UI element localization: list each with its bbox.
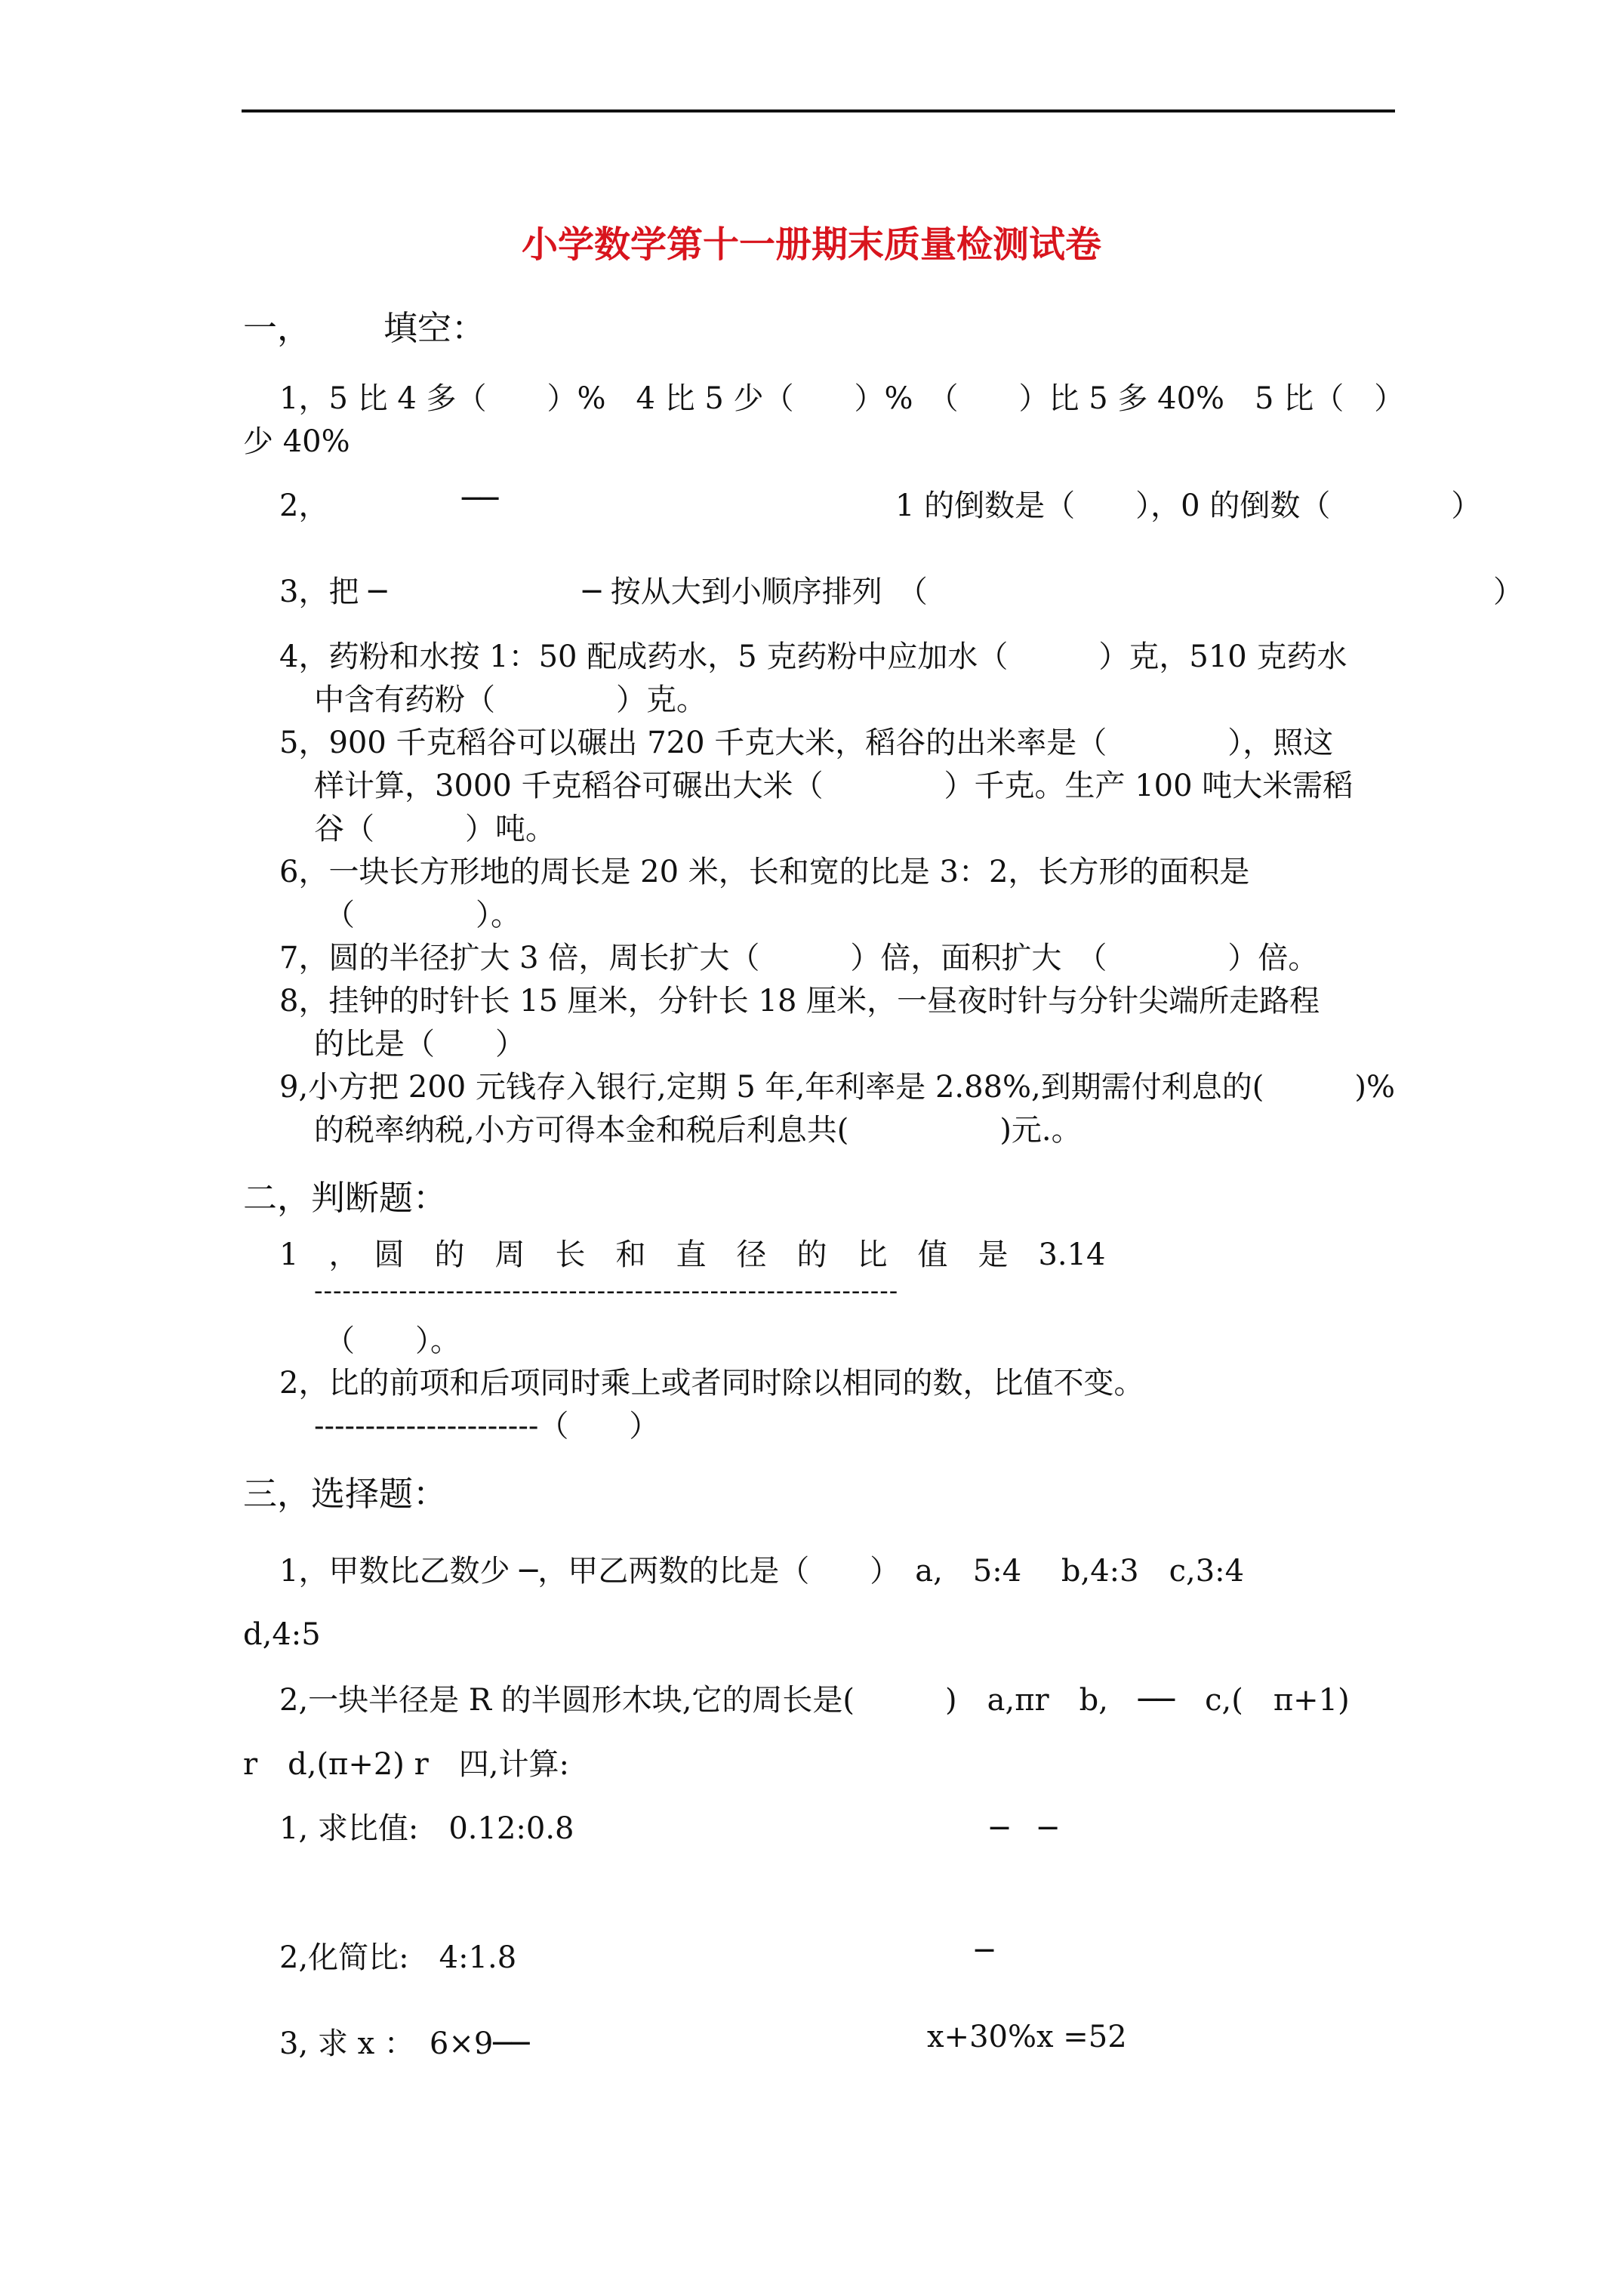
fill-q8-line2: 的比是（ ） [314, 1027, 525, 1062]
choice-q1-line2: d,4:5 [243, 1617, 321, 1652]
fill-q4-line2: 中含有药粉（ ）克。 [314, 683, 707, 717]
fill-q6-line2: （ ）。 [325, 898, 521, 932]
page-title: 小学数学第十一册期末质量检测试卷 [521, 223, 1101, 266]
fill-q6-line1: 6，一块长方形地的周长是 20 米，长和宽的比是 3：2，长方形的面积是 [279, 855, 1250, 889]
fill-q3-close: ） [1493, 575, 1523, 609]
calc-q2-fraction: ─ [975, 1934, 994, 1968]
fill-q8-line1: 8，挂钟的时针长 15 厘米，分针长 18 厘米，一昼夜时针与分针尖端所走路程 [279, 984, 1320, 1019]
fill-q1-line2: 少 40% [243, 424, 350, 459]
choice-q2-line2: r d,(π+2) r 四,计算: [243, 1747, 569, 1782]
judge-q1-dashes: -------------------------------------------------------------- [314, 1276, 899, 1306]
fill-q3-prefix: 3，把 ─ [279, 575, 387, 609]
fill-q7: 7，圆的半径扩大 3 倍，周长扩大（ ）倍，面积扩大 （ ）倍。 [279, 941, 1319, 975]
fill-q4-line1: 4，药粉和水按 1：50 配成药水，5 克药粉中应加水（ ）克，510 克药水 [279, 639, 1347, 674]
fill-q5-line1: 5，900 千克稻谷可以碾出 720 千克大米，稻谷的出米率是（ ），照这 [279, 726, 1334, 760]
section-1-heading: 填空： [383, 308, 486, 348]
calc-q1-fractions: ─ ─ [990, 1811, 1058, 1846]
fill-q5-line2: 样计算，3000 千克稻谷可碾出大米（ ）千克。生产 100 吨大米需稻 [314, 769, 1354, 803]
fill-q1-line1: 1，5 比 4 多（ ）% 4 比 5 少（ ）% （ ）比 5 多 40% 5 比（ ） [279, 381, 1405, 416]
fill-q2-number: 2， [279, 488, 329, 523]
choice-q2-line1: 2,一块半径是 R 的半圆形木块,它的周长是( ) a,πr b, ── c,( π+1) [279, 1683, 1350, 1718]
choice-q1-line1: 1，甲数比乙数少 ─，甲乙两数的比是（ ） a, 5:4 b,4:3 c,3:4 [279, 1554, 1245, 1589]
calc-q2: 2,化简比: 4:1.8 [279, 1940, 517, 1975]
fill-q2-text: 1 的倒数是（ ），0 的倒数（ ） [895, 488, 1482, 523]
calc-q3: 3, 求 x ： 6×9── [279, 2026, 530, 2061]
fill-q3-text: ─ 按从大到小顺序排列 （ [583, 575, 928, 609]
section-2-heading: 二，判断题： [243, 1178, 448, 1218]
judge-q1-blank: （ ）。 [325, 1324, 460, 1358]
judge-q2-line2: ----------------------（ ） [314, 1409, 660, 1444]
fill-q9-line2: 的税率纳税,小方可得本金和税后利息共( )元.。 [314, 1113, 1082, 1148]
calc-q1: 1, 求比值: 0.12:0.8 [279, 1811, 574, 1846]
fill-q9-line1: 9,小方把 200 元钱存入银行,定期 5 年,年利率是 2.88%,到期需付利息的( )% [279, 1070, 1395, 1105]
judge-q2-line1: 2，比的前项和后项同时乘上或者同时除以相同的数，比值不变。 [279, 1366, 1144, 1401]
section-1-number: 一， [243, 308, 312, 348]
fill-q5-line3: 谷（ ）吨。 [314, 812, 556, 846]
fill-q2-fraction-bar: ── [462, 482, 499, 516]
judge-q1-line1: 1 ， 圆 的 周 长 和 直 径 的 比 值 是 3.14 [279, 1237, 1106, 1272]
section-3-heading: 三，选择题： [243, 1474, 448, 1514]
calc-q3-equation: x+30%x =52 [927, 2020, 1127, 2054]
header-rule [242, 109, 1395, 112]
